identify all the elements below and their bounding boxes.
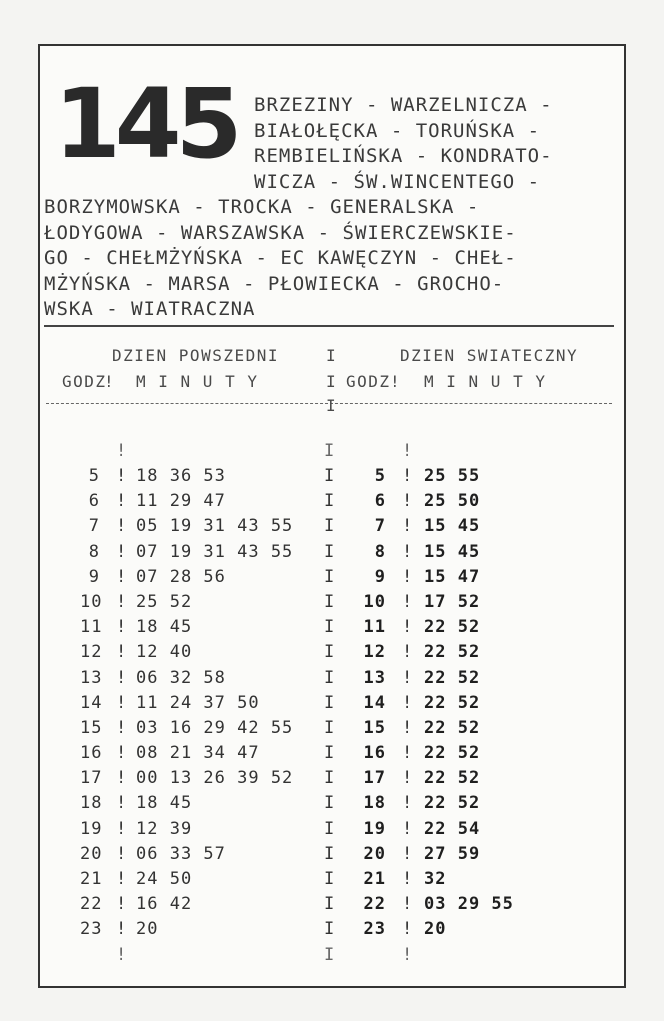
column-separator: I (324, 692, 336, 713)
stops-line: GO - CHEŁMŻYŃSKA - EC KAWĘCZYN - CHEŁ- (44, 247, 517, 269)
weekday-minutes: 12 40 (136, 642, 193, 663)
schedule-row (40, 844, 624, 869)
schedule-spacer-row (40, 945, 624, 970)
weekday-hour: 5 (88, 466, 100, 486)
holiday-bang: ! (390, 372, 402, 391)
holiday-hour: 6 (374, 491, 386, 512)
holiday-hour: 22 (363, 894, 386, 915)
holiday-minutes: 22 54 (424, 818, 481, 839)
stops-line: BIAŁOŁĘCKA - TORUŃSKA - (254, 119, 541, 142)
weekday-minutes: 11 29 47 (136, 491, 226, 512)
stops-line: ŁODYGOWA - WARSZAWSKA - ŚWIERCZEWSKIE- (44, 221, 517, 244)
bang-mark: ! (402, 642, 414, 663)
schedule-row (40, 516, 624, 541)
holiday-minutes: 22 52 (424, 667, 481, 688)
schedule-row (40, 768, 624, 793)
column-separator: I (326, 372, 338, 391)
schedule-row (40, 718, 624, 743)
holiday-hour: 10 (363, 591, 386, 612)
holiday-hour: 21 (363, 869, 386, 889)
column-separator: I (324, 516, 336, 537)
bang-mark: ! (116, 919, 128, 940)
column-separator: I (324, 617, 336, 638)
weekday-hour: 14 (80, 692, 103, 713)
weekday-hour: 19 (80, 818, 103, 839)
bang-mark: ! (116, 667, 128, 688)
stops-line: MŻYŃSKA - MARSA - PŁOWIECKA - GROCHO- (44, 272, 505, 295)
schedule-row (40, 491, 624, 516)
weekday-hour: 15 (80, 717, 103, 738)
holiday-hour: 17 (363, 768, 386, 789)
column-separator: I (324, 717, 336, 738)
route-stops (40, 93, 624, 323)
holiday-hour: 8 (374, 541, 386, 562)
bang-mark: ! (116, 768, 128, 789)
column-separator: I (324, 541, 336, 562)
schedule-row (40, 668, 624, 693)
stops-line: WICZA - ŚW.WINCENTEGO - (254, 170, 541, 193)
bang-mark: ! (116, 541, 128, 562)
holiday-minutes: 17 52 (424, 591, 481, 612)
route-number: 145 (54, 68, 237, 180)
column-separator: I (324, 491, 336, 512)
holiday-hour: 18 (363, 793, 386, 814)
bang-mark: ! (116, 843, 128, 864)
holiday-hour: 14 (363, 692, 386, 713)
bang-mark: ! (116, 617, 128, 638)
bang-mark: ! (402, 717, 414, 738)
holiday-hour: 11 (363, 617, 386, 638)
holiday-hour: 23 (363, 919, 386, 940)
holiday-minutes: 25 50 (424, 491, 481, 512)
column-separator: I (324, 894, 336, 915)
holiday-minutes: 25 55 (424, 466, 481, 486)
weekday-hour: 17 (80, 768, 103, 789)
bang-mark: ! (402, 441, 414, 461)
schedule-row (40, 819, 624, 844)
bang-mark: ! (116, 793, 128, 814)
bang-mark: ! (402, 843, 414, 864)
bang-mark: ! (402, 818, 414, 839)
column-separator: I (324, 466, 336, 486)
holiday-hour: 19 (363, 818, 386, 839)
bang-mark: ! (116, 566, 128, 587)
weekday-hour: 22 (80, 894, 103, 915)
weekday-minutes: 06 33 57 (136, 843, 226, 864)
weekday-minutes: 12 39 (136, 818, 193, 839)
column-separator: I (324, 818, 336, 839)
holiday-minutes: 22 52 (424, 692, 481, 713)
holiday-minutes: 20 (424, 919, 447, 940)
column-separator: I (324, 768, 336, 789)
schedule-spacer-row (40, 441, 624, 466)
column-separator: I (324, 441, 336, 461)
schedule-row (40, 919, 624, 944)
holiday-minutes: 03 29 55 (424, 894, 514, 915)
stops-line: WSKA - WIATRACZNA (44, 298, 256, 320)
holiday-hour: 12 (363, 642, 386, 663)
weekday-hour: 7 (88, 516, 100, 537)
schedule-table (40, 441, 624, 970)
timetable-sheet (38, 44, 626, 988)
weekday-minutes: 18 36 53 (136, 466, 226, 486)
bang-mark: ! (402, 491, 414, 512)
holiday-minutes: 22 52 (424, 642, 481, 663)
bang-mark: ! (116, 717, 128, 738)
column-separator: I (324, 843, 336, 864)
weekday-minutes: 18 45 (136, 617, 193, 638)
bang-mark: ! (116, 894, 128, 915)
column-separator: I (324, 743, 336, 764)
bang-mark: ! (402, 466, 414, 486)
weekday-minutes-label: M I N U T Y (136, 372, 259, 391)
bang-mark: ! (402, 894, 414, 915)
holiday-minutes: 27 59 (424, 843, 481, 864)
stops-line: BRZEZINY - WARZELNICZA - (254, 94, 553, 116)
weekday-bang: ! (104, 372, 116, 391)
weekday-minutes: 16 42 (136, 894, 193, 915)
bang-mark: ! (402, 692, 414, 713)
schedule-row (40, 894, 624, 919)
bang-mark: ! (116, 491, 128, 512)
weekday-hour: 23 (80, 919, 103, 940)
column-separator: I (324, 642, 336, 663)
bang-mark: ! (116, 591, 128, 612)
bang-mark: ! (402, 743, 414, 764)
column-separator: I (324, 869, 336, 889)
bang-mark: ! (402, 541, 414, 562)
holiday-minutes-label: M I N U T Y (424, 372, 547, 391)
weekday-minutes: 25 52 (136, 591, 193, 612)
schedule-row (40, 693, 624, 718)
weekday-hour: 10 (80, 591, 103, 612)
holiday-minutes: 22 52 (424, 793, 481, 814)
holiday-minutes: 15 45 (424, 516, 481, 537)
bang-mark: ! (116, 441, 128, 461)
holiday-hour: 9 (374, 566, 386, 587)
weekday-minutes: 07 28 56 (136, 566, 226, 587)
bang-mark: ! (402, 516, 414, 537)
column-separator: I (326, 396, 338, 415)
stops-line: REMBIELIŃSKA - KONDRATO- (254, 145, 553, 167)
bang-mark: ! (116, 692, 128, 713)
bang-mark: ! (402, 667, 414, 688)
schedule-row (40, 869, 624, 894)
bang-mark: ! (116, 466, 128, 486)
weekday-minutes: 05 19 31 43 55 (136, 516, 294, 537)
stops-line: BORZYMOWSKA - TROCKA - GENERALSKA - (44, 196, 480, 218)
column-separator: I (324, 667, 336, 688)
holiday-hour: 15 (363, 717, 386, 738)
weekday-hour: 9 (88, 566, 100, 587)
bang-mark: ! (402, 768, 414, 789)
holiday-hour: 7 (374, 516, 386, 537)
weekday-hour: 13 (80, 667, 103, 688)
weekday-hour: 6 (88, 491, 100, 512)
weekday-title: DZIEN POWSZEDNI (112, 346, 279, 365)
bang-mark: ! (402, 869, 414, 889)
holiday-minutes: 22 52 (424, 768, 481, 789)
bang-mark: ! (402, 617, 414, 638)
holiday-hour: 13 (363, 667, 386, 688)
holiday-minutes: 22 52 (424, 743, 481, 764)
bang-mark: ! (116, 869, 128, 889)
holiday-hour-label: GODZ (346, 372, 391, 391)
holiday-minutes: 22 52 (424, 617, 481, 638)
weekday-hour: 8 (88, 541, 100, 562)
bang-mark: ! (402, 591, 414, 612)
column-separator: I (324, 591, 336, 612)
weekday-hour: 21 (80, 869, 103, 889)
holiday-minutes: 22 52 (424, 717, 481, 738)
weekday-minutes: 06 32 58 (136, 667, 226, 688)
holiday-minutes: 32 (424, 869, 447, 889)
column-separator: I (324, 944, 336, 965)
bang-mark: ! (116, 944, 128, 965)
schedule-row (40, 592, 624, 617)
schedule-row (40, 743, 624, 768)
holiday-minutes: 15 45 (424, 541, 481, 562)
weekday-hour: 11 (80, 617, 103, 638)
bang-mark: ! (402, 919, 414, 940)
column-separator: I (326, 346, 338, 365)
weekday-minutes: 08 21 34 47 (136, 743, 260, 764)
bang-mark: ! (116, 743, 128, 764)
schedule-row (40, 793, 624, 818)
column-separator: I (324, 566, 336, 587)
holiday-hour: 20 (363, 843, 386, 864)
bang-mark: ! (116, 516, 128, 537)
weekday-hour: 12 (80, 642, 103, 663)
weekday-minutes: 03 16 29 42 55 (136, 717, 294, 738)
weekday-minutes: 00 13 26 39 52 (136, 768, 294, 789)
holiday-minutes: 15 47 (424, 566, 481, 587)
column-separator: I (324, 919, 336, 940)
column-separator: I (324, 793, 336, 814)
holiday-hour: 16 (363, 743, 386, 764)
schedule-row (40, 466, 624, 491)
weekday-minutes: 11 24 37 50 (136, 692, 260, 713)
bang-mark: ! (116, 642, 128, 663)
holiday-hour: 5 (374, 466, 386, 486)
schedule-row (40, 542, 624, 567)
weekday-hour-label: GODZ (62, 372, 107, 391)
holiday-title: DZIEN SWIATECZNY (400, 346, 579, 365)
weekday-minutes: 20 (136, 919, 159, 940)
weekday-hour: 20 (80, 843, 103, 864)
bang-mark: ! (402, 793, 414, 814)
schedule-row (40, 617, 624, 642)
bang-mark: ! (116, 818, 128, 839)
bang-mark: ! (402, 944, 414, 965)
weekday-hour: 16 (80, 743, 103, 764)
bang-mark: ! (402, 566, 414, 587)
header-divider (44, 325, 614, 327)
weekday-hour: 18 (80, 793, 103, 814)
weekday-minutes: 18 45 (136, 793, 193, 814)
weekday-minutes: 07 19 31 43 55 (136, 541, 294, 562)
schedule-row (40, 567, 624, 592)
schedule-row (40, 642, 624, 667)
weekday-minutes: 24 50 (136, 869, 193, 889)
